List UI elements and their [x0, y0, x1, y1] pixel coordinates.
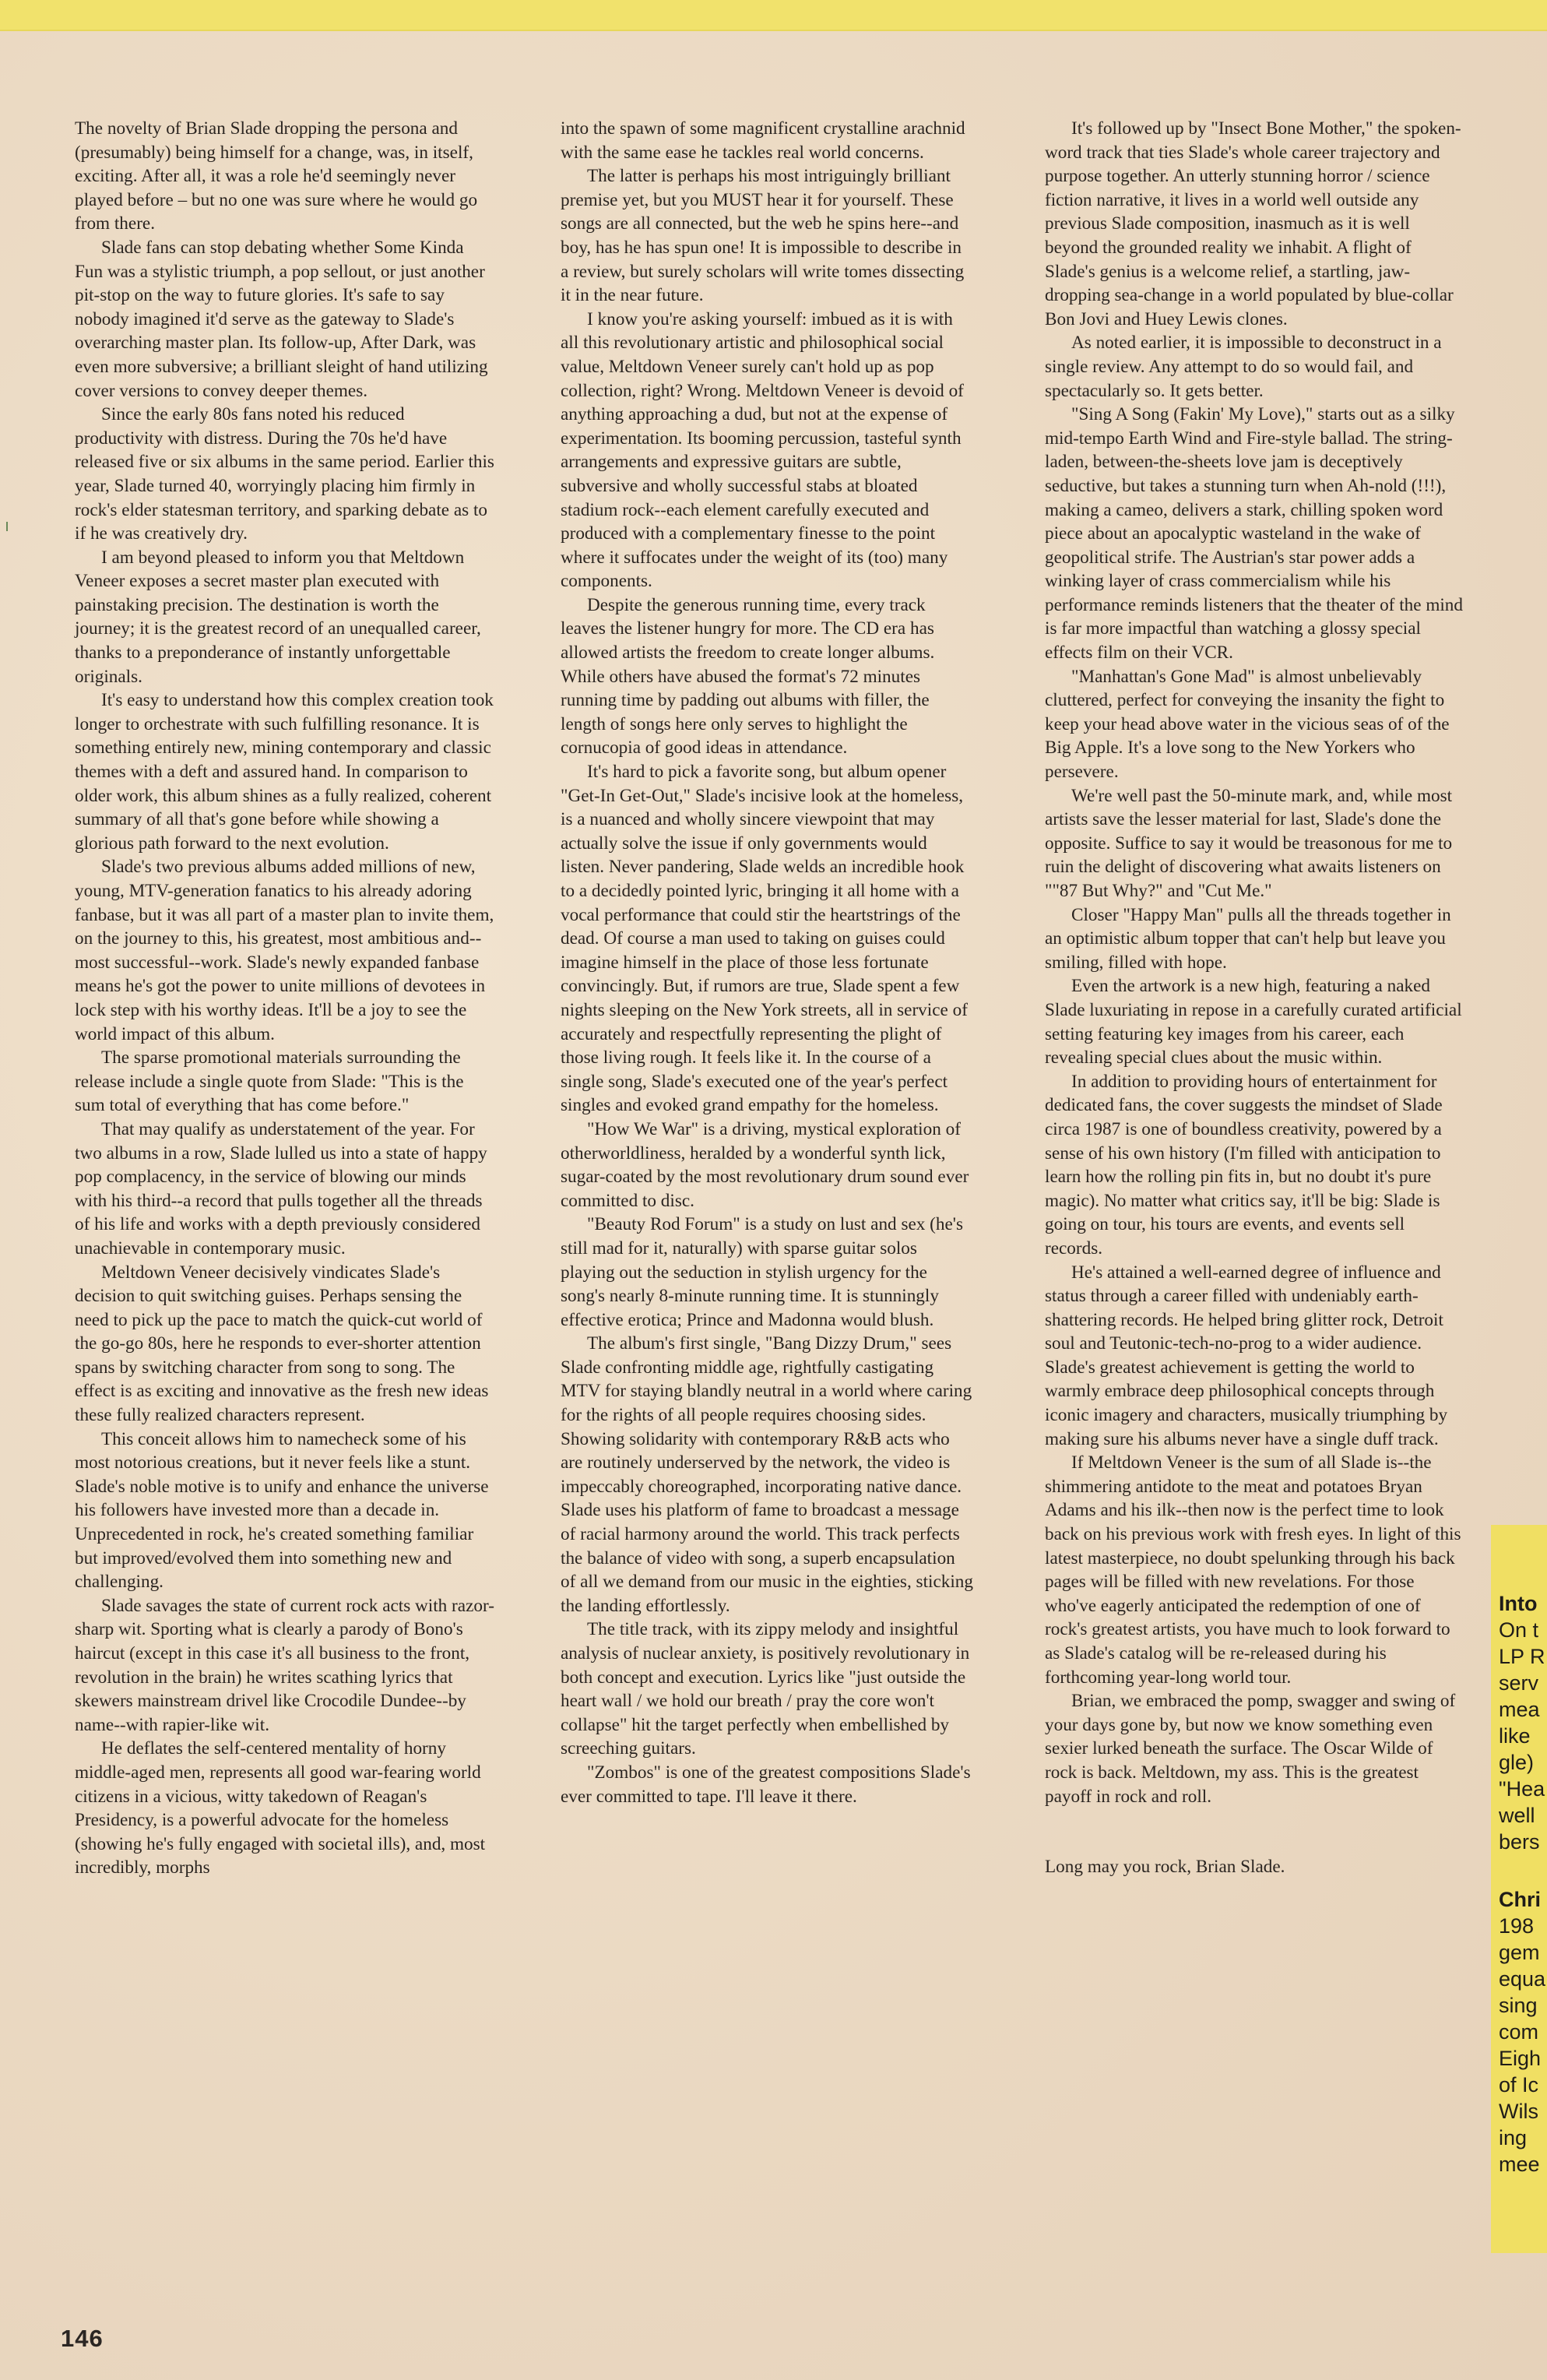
paragraph: "How We War" is a driving, mystical exploration of otherworldliness, heralded by a wonderful synth lick, sugar-coated by the most revolutionary drum sound ever committed to disc. — [561, 1118, 969, 1211]
sidebar-line: bers — [1499, 1830, 1540, 1854]
paragraph: Since the early 80s fans noted his reduced productivity with distress. During the 70s he'd have released five or six albums in the same period. Earlier this year, Slade turned 40, worryingly placing him firmly in rock's elder statesman territory, and sparking debate as to if he was creatively dry. — [75, 404, 494, 544]
article-column-2 — [561, 117, 973, 1808]
sidebar-heading: Chri — [1499, 1888, 1541, 1911]
paragraph: into the spawn of some magnificent crystalline arachnid with the same ease he tackles real world concerns. — [561, 118, 965, 163]
paragraph: The novelty of Brian Slade dropping the persona and (presumably) being himself for a change, was, in itself, exciting. After all, it was a role he'd seemingly never played before – but no one was sure where he would go from there. — [75, 118, 478, 234]
sidebar-line: serv — [1499, 1671, 1539, 1695]
sidebar-line: equa — [1499, 1967, 1546, 1991]
paragraph: This conceit allows him to namecheck some of his most notorious creations, but it never feels like a stunt. Slade's noble motive is to unify and enhance the universe his followers have invested more than a decade in. Unprecedented in rock, he's created something familiar but improved/evolved them into something new and challenging. — [75, 1428, 489, 1593]
paragraph: That may qualify as understatement of the year. For two albums in a row, Slade lulled us into a state of happy pop complacency, in the service of blowing our minds with his third--a record that pulls together all the threads of his life and works with a depth previously considered unachievable in contemporary music. — [75, 1118, 487, 1259]
paragraph: The latter is perhaps his most intriguingly brilliant premise yet, but you MUST hear it for yourself. These songs are all connected, but the web he spins here--and boy, has he has spun one! It is impossible to describe in a review, but surely scholars will write tomes dissecting it in the near future. — [561, 166, 965, 306]
sidebar-line: well — [1499, 1804, 1535, 1827]
sidebar-box — [1491, 1525, 1547, 2253]
paragraph: "Zombos" is one of the greatest compositions Slade's ever committed to tape. I'll leave it there. — [561, 1762, 971, 1807]
sidebar-line: of Ic — [1499, 2073, 1539, 2097]
paragraph: If Meltdown Veneer is the sum of all Slade is--the shimmering antidote to the meat and potatoes Bryan Adams and his ilk--then now is the perfect time to look back on his previous work with fresh eyes. In light of this latest masterpiece, no doubt spelunking through his back pages will be filled with new revelations. For those who've eagerly anticipated the redemption of one of rock's greatest artists, you have much to look forward to as Slade's catalog will be re-released during his forthcoming year-long world tour. — [1045, 1452, 1461, 1688]
sidebar-line: like — [1499, 1724, 1531, 1748]
article-column-3 — [1045, 117, 1465, 1879]
paragraph: The sparse promotional materials surrounding the release include a single quote from Slade: "This is the sum total of everything that has come before." — [75, 1047, 464, 1116]
paragraph: The album's first single, "Bang Dizzy Drum," sees Slade confronting middle age, rightfully castigating MTV for staying blandly neutral in a world where caring for the rights of all people requires choosing sides. Showing solidarity with contemporary R&B acts who are routinely underserved by the network, the video is impeccably choreographed, incorporating native dance. Slade uses his platform of fame to broadcast a message of racial harmony around the world. This track perfects the balance of video with song, a superb encapsulation of all we demand from our music in the eighties, sticking the landing effortlessly. — [561, 1333, 973, 1616]
paragraph: I know you're asking yourself: imbued as it is with all this revolutionary artistic and philosophical social value, Meltdown Veneer surely can't hold up as pop collection, right? Wrong. Meltdown Veneer is devoid of anything approaching a dud, but not at the expense of experimentation. Its booming percussion, tasteful synth arrangements and expressive guitars are subtle, subversive and wholly successful stabs at bloated stadium rock--each element carefully executed and produced with a complementary finesse to the point where it suffocates under the weight of its (too) many components. — [561, 308, 964, 592]
paragraph: Closer "Happy Man" pulls all the threads together in an optimistic album topper that can't help but leave you smiling, filled with hope. — [1045, 904, 1451, 973]
sign-off: Long may you rock, Brian Slade. — [1045, 1857, 1285, 1878]
sidebar-line: 198 — [1499, 1914, 1535, 1938]
margin-mark — [6, 522, 8, 531]
paragraph: Even the artwork is a new high, featuring a naked Slade luxuriating in repose in a carefully curated artificial setting featuring key images from his career, each revealing special clues about the music within. — [1045, 976, 1462, 1069]
paragraph: I am beyond pleased to inform you that Meltdown Veneer exposes a secret master plan executed with painstaking precision. The destination is worth the journey; it is the greatest record of an unequalled career, thanks to a preponderance of instantly unforgettable originals. — [75, 547, 481, 687]
paragraph: "Sing A Song (Fakin' My Love)," starts out as a silky mid-tempo Earth Wind and Fire-style ballad. The string-laden, between-the-sheets love jam is deceptively seductive, but takes a stunning turn when Ah-nold (!!!), making a cameo, delivers a stark, chilling spoken word piece about an apocalyptic wasteland in the wake of geopolitical strife. The Austrian's star power adds a winking layer of crass commercialism while his performance reminds listeners that the theater of the mind is far more impactful than watching a glossy special effects film on their VCR. — [1045, 404, 1463, 664]
sidebar-line: mea — [1499, 1698, 1540, 1721]
sidebar-line: com — [1499, 2020, 1539, 2044]
page-number: 146 — [61, 2325, 104, 2352]
paragraph: Slade savages the state of current rock acts with razor-sharp wit. Sporting what is clearly a parody of Bono's haircut (except in this case it's all business to the front, revolution in the brain) he writes scathing lyrics that skewers mainstream drivel like Crocodile Dundee--by name--with rapier-like wit. — [75, 1595, 494, 1735]
paragraph: Meltdown Veneer decisively vindicates Slade's decision to quit switching guises. Perhaps sensing the need to pick up the pace to match the quick-cut world of the go-go 80s, here he responds to ever-shorter attention spans by switching character from song to song. The effect is as exciting and innovative as the fresh new ideas these fully realized characters represent. — [75, 1262, 489, 1426]
paragraph: Slade fans can stop debating whether Some Kinda Fun was a stylistic triumph, a pop sellout, or just another pit-stop on the way to future glories. It's safe to say nobody imagined it'd serve as the gateway to Slade's overarching master plan. Its follow-up, After Dark, was even more subversive; a brilliant sleight of hand utilizing cover versions to convey deeper themes. — [75, 237, 488, 401]
paragraph: "Manhattan's Gone Mad" is almost unbelievably cluttered, perfect for conveying the insanity the fight to keep your head above water in the vicious seas of of the Big Apple. It's a love song to the New Yorkers who persevere. — [1045, 666, 1450, 783]
sidebar-line: On t — [1499, 1618, 1539, 1642]
paragraph: Brian, we embraced the pomp, swagger and swing of your days gone by, but now we know something even sexier lurked beneath the surface. The Oscar Wilde of rock is back. Meltdown, my ass. This is the greatest payoff in rock and roll. — [1045, 1691, 1456, 1807]
paragraph: He's attained a well-earned degree of influence and status through a career filled with undeniably earth-shattering records. He helped bring glitter rock, Detroit soul and Teutonic-tech-no-prog to a wider audience. Slade's greatest achievement is getting the world to warmly embrace deep philosophical concepts through iconic imagery and characters, musically triumphing by making sure his albums never have a single duff track. — [1045, 1262, 1448, 1449]
sidebar-line: LP R — [1499, 1645, 1545, 1668]
sidebar-line: ing — [1499, 2126, 1528, 2149]
paragraph: It's easy to understand how this complex creation took longer to orchestrate with such fulfilling resonance. It is something entirely new, mining contemporary and classic themes with a deft and assured hand. In comparison to older work, this album shines as a fully realized, coherent summary of all that's gone before while showing a glorious path forward to the next evolution. — [75, 690, 494, 854]
paragraph: Slade's two previous albums added millions of new, young, MTV-generation fanatics to his already adoring fanbase, but it was all part of a master plan to invite them, on the journey to this, his greatest, most ambitious and--most successful--work. Slade's newly expanded fanbase means he's got the power to unite millions of devotees in lock step with his worthy ideas. It'll be a joy to see the world impact of this album. — [75, 857, 494, 1044]
sidebar-line: gem — [1499, 1941, 1540, 1964]
sidebar-line: "Hea — [1499, 1777, 1545, 1801]
paragraph: It's hard to pick a favorite song, but album opener "Get-In Get-Out," Slade's incisive look at the homeless, is a nuanced and wholly sincere viewpoint that may actually solve the issue if only governments would listen. Never pandering, Slade welds an incredible hook to a decidedly pointed lyric, bringing it all home with a vocal performance that could stir the heartstrings of the dead. Of course a man used to taking on guises could imagine himself in the place of those less fortunate convincingly. But, if rumors are true, Slade spent a few nights sleeping on the New York streets, all in service of accurately and respectfully representing the plight of those living rough. It feels like it. In the course of a single song, Slade's executed one of the year's perfect singles and evoked grand empathy for the homeless. — [561, 762, 968, 1116]
paragraph: We're well past the 50-minute mark, and, while most artists save the lesser material for last, Slade's done the opposite. Suffice to say it would be treasonous for me to ruin the delight of discovering what awaits listeners on ""87 But Why?" and "Cut Me." — [1045, 785, 1453, 901]
sidebar-line: gle) — [1499, 1751, 1535, 1774]
paragraph: Despite the generous running time, every track leaves the listener hungry for more. The CD era has allowed artists the freedom to create longer albums. While others have abused the format's 72 minutes running time by padding out albums with filler, the length of songs here only serves to highlight the cornucopia of good ideas in attendance. — [561, 594, 935, 759]
sidebar-line: Eigh — [1499, 2047, 1542, 2070]
paragraph: As noted earlier, it is impossible to deconstruct in a single review. Any attempt to do so would fail, and spectacularly so. It gets better. — [1045, 333, 1442, 401]
article-column-1 — [75, 117, 495, 1880]
paragraph: The title track, with its zippy melody and insightful analysis of nuclear anxiety, is positively revolutionary in both concept and execution. Lyrics like "just outside the heart wall / we hold our breath / pray the core won't collapse" hit the target perfectly when embellished by screeching guitars. — [561, 1619, 970, 1759]
sidebar-line: sing — [1499, 1994, 1538, 2017]
paragraph: In addition to providing hours of entertainment for dedicated fans, the cover suggests the mindset of Slade circa 1987 is one of boundless creativity, powered by a sense of his own history (I'm filled with anticipation to learn how the rolling pin fits in, but no doubt it's pure magic). No matter what critics say, it'll be big: Slade is going on tour, his tours are events, and events sell records. — [1045, 1071, 1443, 1259]
paragraph: "Beauty Rod Forum" is a study on lust and sex (he's still mad for it, naturally) with sparse guitar solos playing out the seduction in stylish urgency for the song's nearly 8-minute running time. It is stunningly effective erotica; Prince and Madonna would blush. — [561, 1214, 963, 1330]
sidebar-line: Wils — [1499, 2100, 1538, 2123]
paragraph: It's followed up by "Insect Bone Mother," the spoken-word track that ties Slade's whole career trajectory and purpose together. An utterly stunning horror / science fiction narrative, it lives in a world well outside any previous Slade composition, inasmuch as it is well beyond the grounded reality we inhabit. A flight of Slade's genius is a welcome relief, a startling, jaw-dropping sea-change in a world populated by blue-collar Bon Jovi and Huey Lewis clones. — [1045, 118, 1461, 329]
paragraph: He deflates the self-centered mentality of horny middle-aged men, represents all good war-fearing world citizens in a vicious, witty takedown of Reagan's Presidency, is a powerful advocate for the homeless (showing he's fully engaged with societal ills), and, most incredibly, morphs — [75, 1738, 486, 1878]
sidebar-heading: Into — [1499, 1592, 1538, 1615]
top-color-band — [0, 0, 1547, 31]
sidebar-line: mee — [1499, 2153, 1540, 2176]
